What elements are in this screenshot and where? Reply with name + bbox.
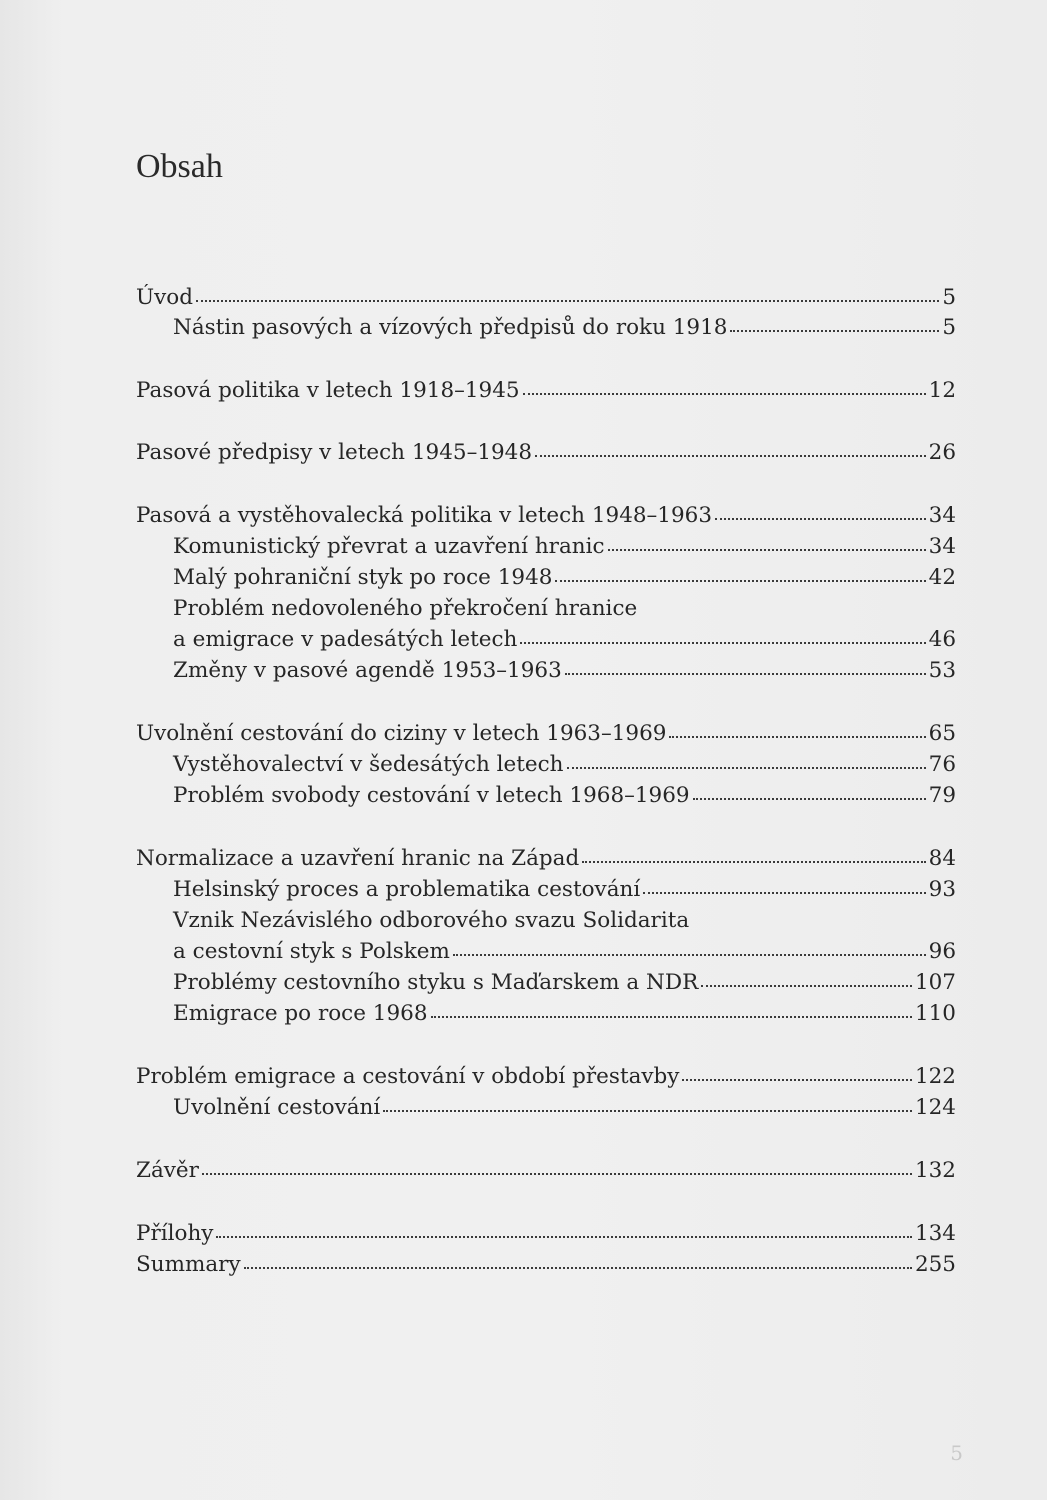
dot-leader <box>216 1236 912 1238</box>
toc-entry-label: Malý pohraniční styk po roce 1948 <box>173 565 553 590</box>
toc-subentry <box>173 533 956 561</box>
toc-subentry <box>173 876 956 904</box>
toc-entry-label: a emigrace v padesátých letech <box>173 627 518 652</box>
toc-entry-label: Problémy cestovního styku s Maďarskem a NDR <box>173 970 699 995</box>
toc-entry <box>136 1063 956 1091</box>
dot-leader <box>244 1267 912 1269</box>
toc-entry <box>136 1157 956 1185</box>
dot-leader <box>730 330 939 332</box>
dot-leader <box>582 861 925 863</box>
toc-entry-label: Pasová a vystěhovalecká politika v letech 1948–1963 <box>136 503 713 528</box>
toc-entry-label: Pasová politika v letech 1918–1945 <box>136 378 520 403</box>
toc-entry-page: 12 <box>928 378 956 403</box>
toc-subentry <box>173 657 956 685</box>
toc-entry-label: Úvod <box>136 285 193 310</box>
dot-leader <box>669 736 925 738</box>
toc-subentry <box>173 782 956 810</box>
toc-entry-label: Pasové předpisy v letech 1945–1948 <box>136 440 533 465</box>
toc-subentry-line <box>173 907 956 935</box>
toc-entry-page: 255 <box>914 1252 956 1277</box>
dot-leader <box>202 1173 912 1175</box>
toc-subentry <box>173 1000 956 1028</box>
toc-entry-label: Komunistický převrat a uzavření hranic <box>173 534 605 559</box>
toc-subentry <box>173 314 956 342</box>
toc-entry <box>136 439 956 467</box>
dot-leader <box>535 455 926 457</box>
toc-entry-label: a cestovní styk s Polskem <box>173 939 450 964</box>
toc-entry <box>136 1220 956 1248</box>
toc-entry <box>136 284 956 312</box>
page-number: 5 <box>950 1441 963 1465</box>
toc-entry-page: 46 <box>928 627 956 652</box>
toc-entry-page: 79 <box>928 783 956 808</box>
page-title: Obsah <box>136 148 223 185</box>
toc-subentry <box>173 938 956 966</box>
dot-leader <box>715 518 926 520</box>
toc-entry <box>136 1251 956 1279</box>
toc-entry-page: 110 <box>914 1001 956 1026</box>
toc-entry-page: 53 <box>928 658 956 683</box>
toc-entry-page: 34 <box>928 534 956 559</box>
toc-entry <box>136 377 956 405</box>
toc-entry-label: Nástin pasových a vízových předpisů do roku 1918 <box>173 315 728 340</box>
toc-entry-page: 5 <box>942 285 956 310</box>
dot-leader <box>555 580 925 582</box>
toc-subentry-line <box>173 595 956 623</box>
toc-entry-page: 134 <box>914 1221 956 1246</box>
toc-entry <box>136 845 956 873</box>
toc-entry-page: 124 <box>914 1095 956 1120</box>
toc-entry-label: Problém nedovoleného překročení hranice <box>173 596 638 621</box>
toc-entry-page: 5 <box>942 315 956 340</box>
toc-entry-label: Summary <box>136 1252 241 1277</box>
dot-leader <box>523 393 926 395</box>
toc-entry-page: 42 <box>928 565 956 590</box>
toc-entry <box>136 502 956 530</box>
dot-leader <box>608 549 926 551</box>
toc-entry-page: 96 <box>928 939 956 964</box>
toc-entry-page: 122 <box>914 1064 956 1089</box>
toc-entry-page: 65 <box>928 721 956 746</box>
toc-subentry <box>173 751 956 779</box>
dot-leader <box>453 954 926 956</box>
toc-entry-page: 26 <box>928 440 956 465</box>
toc-subentry <box>173 564 956 592</box>
toc-entry-label: Přílohy <box>136 1221 214 1246</box>
toc-entry-label: Helsinský proces a problematika cestování <box>173 877 641 902</box>
toc-entry-page: 132 <box>914 1158 956 1183</box>
toc-entry-label: Vznik Nezávislého odborového svazu Solidarita <box>173 908 690 933</box>
toc-entry-label: Emigrace po roce 1968 <box>173 1001 428 1026</box>
dot-leader <box>383 1110 912 1112</box>
toc-subentry <box>173 1094 956 1122</box>
toc-entry-page: 34 <box>928 503 956 528</box>
dot-leader <box>567 767 926 769</box>
toc-subentry <box>173 969 956 997</box>
dot-leader <box>520 642 925 644</box>
toc-entry-page: 93 <box>928 877 956 902</box>
toc-entry-label: Uvolnění cestování do ciziny v letech 1963–1969 <box>136 721 667 746</box>
dot-leader <box>701 985 912 987</box>
toc-entry-label: Změny v pasové agendě 1953–1963 <box>173 658 562 683</box>
toc-entry-label: Uvolnění cestování <box>173 1095 381 1120</box>
toc-subentry <box>173 626 956 654</box>
dot-leader <box>693 798 926 800</box>
dot-leader <box>196 300 939 302</box>
table-of-contents <box>136 0 956 1500</box>
toc-entry-page: 84 <box>928 846 956 871</box>
toc-entry-label: Závěr <box>136 1158 199 1183</box>
dot-leader <box>682 1079 912 1081</box>
toc-entry-label: Normalizace a uzavření hranic na Západ <box>136 846 580 871</box>
dot-leader <box>643 892 925 894</box>
toc-entry-label: Problém emigrace a cestování v období přestavby <box>136 1064 680 1089</box>
toc-entry-label: Problém svobody cestování v letech 1968–1969 <box>173 783 690 808</box>
toc-entry-label: Vystěhovalectví v šedesátých letech <box>173 752 564 777</box>
dot-leader <box>565 673 926 675</box>
dot-leader <box>431 1016 912 1018</box>
toc-entry-page: 76 <box>928 752 956 777</box>
toc-entry <box>136 720 956 748</box>
toc-entry-page: 107 <box>914 970 956 995</box>
